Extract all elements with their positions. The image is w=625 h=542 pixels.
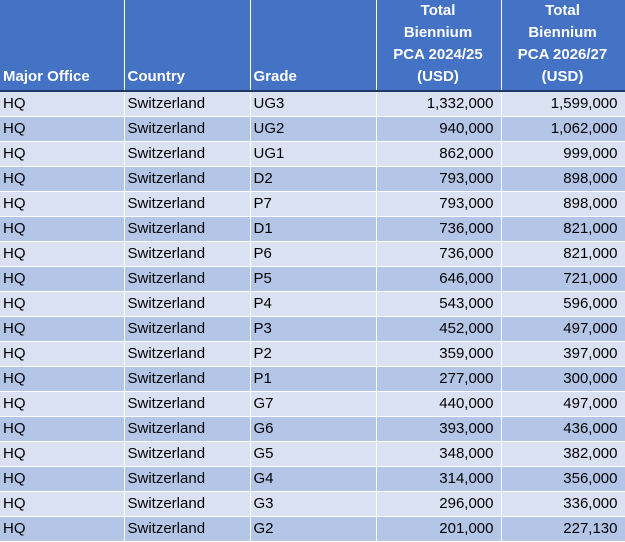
cell-grade[interactable]: P6 [250,241,376,266]
table-row [0,316,625,341]
table-row [0,466,625,491]
cell-grade[interactable]: G6 [250,416,376,441]
cell-major-office[interactable]: HQ [0,416,124,441]
header-major-office[interactable]: Major Office [0,0,124,91]
cell-pca-2026-27[interactable]: 227,130 [501,516,625,541]
cell-pca-2026-27[interactable]: 497,000 [501,391,625,416]
table-row [0,366,625,391]
cell-pca-2024-25[interactable]: 314,000 [376,466,501,491]
cell-major-office[interactable]: HQ [0,216,124,241]
table-row [0,416,625,441]
cell-country[interactable]: Switzerland [124,491,250,516]
table-row [0,491,625,516]
table-row [0,91,625,116]
cell-major-office[interactable]: HQ [0,266,124,291]
cell-grade[interactable]: P7 [250,191,376,216]
cell-pca-2026-27[interactable]: 898,000 [501,191,625,216]
cell-country[interactable]: Switzerland [124,391,250,416]
header-country[interactable]: Country [124,0,250,91]
cell-grade[interactable]: P1 [250,366,376,391]
cell-pca-2024-25[interactable]: 1,332,000 [376,91,501,116]
table-row [0,216,625,241]
cell-country[interactable]: Switzerland [124,241,250,266]
cell-pca-2024-25[interactable]: 543,000 [376,291,501,316]
cell-country[interactable]: Switzerland [124,316,250,341]
cell-country[interactable]: Switzerland [124,191,250,216]
cell-grade[interactable]: G7 [250,391,376,416]
header-pca-2026-line-3: PCA 2026/27 [517,46,608,63]
table-row [0,141,625,166]
table-row [0,341,625,366]
cell-pca-2026-27[interactable]: 436,000 [501,416,625,441]
table-row [0,516,625,541]
cell-pca-2026-27[interactable]: 336,000 [501,491,625,516]
table-row [0,266,625,291]
cell-pca-2026-27[interactable]: 999,000 [501,141,625,166]
cell-grade[interactable]: D2 [250,166,376,191]
table-row [0,291,625,316]
table-row [0,166,625,191]
table-row [0,191,625,216]
header-pca-2026-line-2: Biennium [528,24,597,41]
cell-pca-2024-25[interactable]: 348,000 [376,441,501,466]
cell-pca-2024-25[interactable]: 452,000 [376,316,501,341]
header-row [0,0,625,91]
cell-grade[interactable]: D1 [250,216,376,241]
cell-major-office[interactable]: HQ [0,391,124,416]
cell-country[interactable]: Switzerland [124,441,250,466]
cell-pca-2026-27[interactable]: 497,000 [501,316,625,341]
cell-country[interactable]: Switzerland [124,366,250,391]
cell-country[interactable]: Switzerland [124,166,250,191]
cell-major-office[interactable]: HQ [0,91,124,116]
table-row [0,441,625,466]
header-pca-2024-25[interactable] [376,0,501,91]
cell-major-office[interactable]: HQ [0,241,124,266]
cell-pca-2024-25[interactable]: 296,000 [376,491,501,516]
cell-pca-2024-25[interactable]: 862,000 [376,141,501,166]
table-row [0,116,625,141]
cell-major-office[interactable]: HQ [0,491,124,516]
header-pca-2026-line-1: Total [545,2,580,19]
cell-pca-2026-27[interactable]: 300,000 [501,366,625,391]
cell-major-office[interactable]: HQ [0,316,124,341]
cell-major-office[interactable]: HQ [0,191,124,216]
header-pca-2024-line-4: (USD) [417,68,459,85]
cell-pca-2026-27[interactable]: 596,000 [501,291,625,316]
cell-major-office[interactable]: HQ [0,141,124,166]
cell-major-office[interactable]: HQ [0,341,124,366]
cell-country[interactable]: Switzerland [124,266,250,291]
cell-pca-2024-25[interactable]: 736,000 [376,241,501,266]
cell-country[interactable]: Switzerland [124,291,250,316]
cell-pca-2026-27[interactable]: 1,599,000 [501,91,625,116]
cell-major-office[interactable]: HQ [0,116,124,141]
header-pca-2024-line-3: PCA 2024/25 [393,46,483,63]
table-row [0,241,625,266]
cell-pca-2026-27[interactable]: 356,000 [501,466,625,491]
cell-major-office[interactable]: HQ [0,291,124,316]
header-grade[interactable]: Grade [250,0,376,91]
cell-pca-2024-25[interactable]: 277,000 [376,366,501,391]
cell-country[interactable]: Switzerland [124,216,250,241]
table-row [0,391,625,416]
cell-grade[interactable]: UG2 [250,116,376,141]
cell-grade[interactable]: G3 [250,491,376,516]
cell-country[interactable]: Switzerland [124,116,250,141]
cell-pca-2026-27[interactable]: 1,062,000 [501,116,625,141]
cell-grade[interactable]: G5 [250,441,376,466]
header-pca-2026-27[interactable] [501,0,625,91]
cell-pca-2026-27[interactable]: 898,000 [501,166,625,191]
header-pca-2026-line-4: (USD) [541,68,584,85]
cell-grade[interactable]: P2 [250,341,376,366]
cell-country[interactable]: Switzerland [124,466,250,491]
cell-grade[interactable]: P3 [250,316,376,341]
cell-pca-2026-27[interactable]: 397,000 [501,341,625,366]
cell-pca-2024-25[interactable]: 940,000 [376,116,501,141]
header-pca-2024-line-2: Biennium [403,24,473,41]
cell-country[interactable]: Switzerland [124,516,250,541]
cell-country[interactable]: Switzerland [124,91,250,116]
cell-major-office[interactable]: HQ [0,366,124,391]
cell-grade[interactable]: G2 [250,516,376,541]
cell-grade[interactable]: P4 [250,291,376,316]
cell-pca-2024-25[interactable]: 201,000 [376,516,501,541]
cell-pca-2024-25[interactable]: 793,000 [376,191,501,216]
cell-pca-2024-25[interactable]: 793,000 [376,166,501,191]
cell-major-office[interactable]: HQ [0,516,124,541]
cell-major-office[interactable]: HQ [0,166,124,191]
cell-pca-2024-25[interactable]: 359,000 [376,341,501,366]
table-body [0,91,625,541]
cell-pca-2026-27[interactable]: 821,000 [501,241,625,266]
cell-pca-2024-25[interactable]: 646,000 [376,266,501,291]
cell-pca-2026-27[interactable]: 821,000 [501,216,625,241]
cell-grade[interactable]: UG3 [250,91,376,116]
cell-pca-2026-27[interactable]: 382,000 [501,441,625,466]
cell-pca-2024-25[interactable]: 393,000 [376,416,501,441]
cell-grade[interactable]: P5 [250,266,376,291]
cell-major-office[interactable]: HQ [0,466,124,491]
cell-pca-2024-25[interactable]: 440,000 [376,391,501,416]
cell-grade[interactable]: UG1 [250,141,376,166]
cell-country[interactable]: Switzerland [124,341,250,366]
cell-pca-2024-25[interactable]: 736,000 [376,216,501,241]
header-pca-2024-line-1: Total [420,2,456,19]
cell-pca-2026-27[interactable]: 721,000 [501,266,625,291]
cell-major-office[interactable]: HQ [0,441,124,466]
cell-country[interactable]: Switzerland [124,141,250,166]
cell-grade[interactable]: G4 [250,466,376,491]
cell-country[interactable]: Switzerland [124,416,250,441]
